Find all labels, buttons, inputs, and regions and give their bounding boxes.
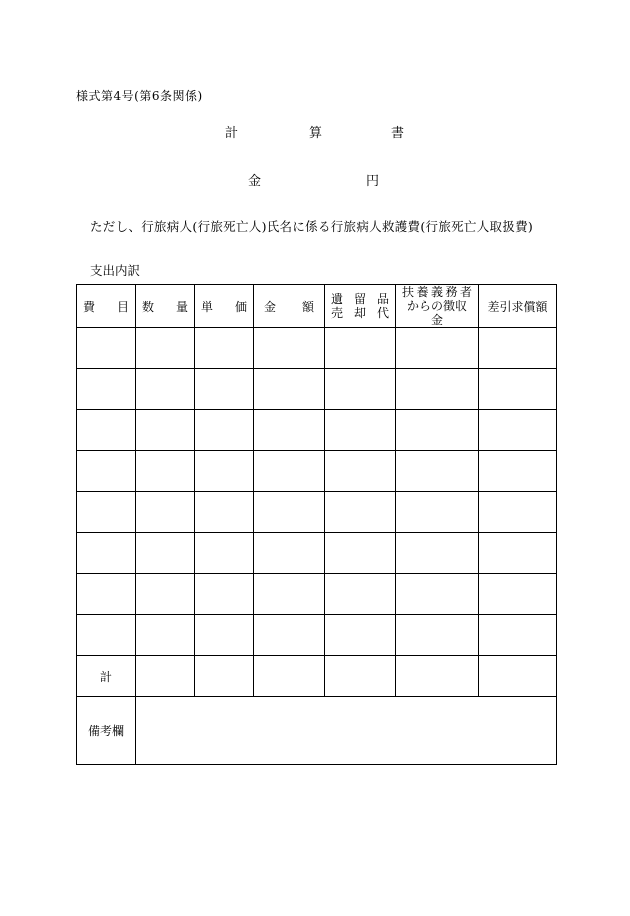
cell[interactable]: [254, 369, 325, 410]
table-row: [77, 410, 557, 451]
cell[interactable]: [479, 533, 557, 574]
amount-suffix: 円: [366, 174, 380, 189]
cell[interactable]: [325, 410, 396, 451]
header-support-collection: 扶 養 義 務 者 からの徴収金: [396, 285, 479, 328]
cell[interactable]: [396, 574, 479, 615]
proviso-text: ただし、行旅病人(行旅死亡人)氏名に係る行旅病人救護費(行旅死亡人取扱費): [90, 219, 534, 234]
cell[interactable]: [77, 533, 136, 574]
cell[interactable]: [479, 615, 557, 656]
cell[interactable]: [77, 574, 136, 615]
total-row: [77, 656, 557, 697]
cell[interactable]: [136, 615, 195, 656]
cell[interactable]: [479, 410, 557, 451]
cell[interactable]: [77, 492, 136, 533]
breakdown-label: 支出内訳: [90, 263, 141, 278]
cell[interactable]: [77, 451, 136, 492]
cell[interactable]: [136, 533, 195, 574]
cell[interactable]: [479, 656, 557, 697]
header-balance: 差引求償額: [479, 285, 557, 328]
header-quantity: 数 量: [136, 285, 195, 328]
table-header-row: [77, 285, 557, 328]
header-estate-sale: 遺 留 品 売 却 代: [325, 285, 396, 328]
remarks-row: [77, 697, 557, 765]
cell[interactable]: [396, 451, 479, 492]
cell[interactable]: [195, 451, 254, 492]
table-row: [77, 328, 557, 369]
total-label: 計: [77, 656, 136, 697]
cell[interactable]: [396, 615, 479, 656]
header-item: 費 目: [77, 285, 136, 328]
cell[interactable]: [254, 533, 325, 574]
cell[interactable]: [136, 451, 195, 492]
cell[interactable]: [136, 656, 195, 697]
cell[interactable]: [396, 533, 479, 574]
cell[interactable]: [254, 615, 325, 656]
remarks-field[interactable]: [136, 697, 557, 765]
cell[interactable]: [325, 656, 396, 697]
cell[interactable]: [254, 451, 325, 492]
cell[interactable]: [77, 410, 136, 451]
table-row: [77, 451, 557, 492]
cell[interactable]: [195, 492, 254, 533]
cell[interactable]: [77, 615, 136, 656]
table-row: [77, 574, 557, 615]
cell[interactable]: [325, 492, 396, 533]
cell[interactable]: [325, 328, 396, 369]
cell[interactable]: [479, 369, 557, 410]
table-row: [77, 492, 557, 533]
cell[interactable]: [396, 656, 479, 697]
header-unit-price: 単 価: [195, 285, 254, 328]
cell[interactable]: [195, 574, 254, 615]
table-row: [77, 369, 557, 410]
cell[interactable]: [325, 615, 396, 656]
cell[interactable]: [254, 410, 325, 451]
cell[interactable]: [195, 328, 254, 369]
cell[interactable]: [325, 369, 396, 410]
title-char-2: 算: [309, 126, 323, 141]
title-char-3: 書: [391, 126, 405, 141]
cell[interactable]: [136, 410, 195, 451]
cell[interactable]: [195, 615, 254, 656]
cell[interactable]: [325, 533, 396, 574]
cell[interactable]: [254, 656, 325, 697]
cell[interactable]: [479, 492, 557, 533]
cell[interactable]: [136, 574, 195, 615]
expense-table: [76, 284, 557, 765]
cell[interactable]: [396, 492, 479, 533]
cell[interactable]: [254, 492, 325, 533]
cell[interactable]: [195, 369, 254, 410]
cell[interactable]: [325, 451, 396, 492]
table-row: [77, 615, 557, 656]
cell[interactable]: [479, 574, 557, 615]
cell[interactable]: [136, 328, 195, 369]
cell[interactable]: [195, 656, 254, 697]
table-row: [77, 533, 557, 574]
cell[interactable]: [195, 410, 254, 451]
cell[interactable]: [254, 328, 325, 369]
header-amount: 金 額: [254, 285, 325, 328]
cell[interactable]: [77, 369, 136, 410]
cell[interactable]: [77, 328, 136, 369]
cell[interactable]: [479, 328, 557, 369]
cell[interactable]: [396, 328, 479, 369]
title-char-1: 計: [225, 126, 239, 141]
cell[interactable]: [396, 369, 479, 410]
cell[interactable]: [479, 451, 557, 492]
amount-prefix: 金: [248, 174, 262, 189]
cell[interactable]: [325, 574, 396, 615]
remarks-label: 備考欄: [77, 697, 136, 765]
cell[interactable]: [136, 369, 195, 410]
cell[interactable]: [136, 492, 195, 533]
cell[interactable]: [254, 574, 325, 615]
cell[interactable]: [195, 533, 254, 574]
cell[interactable]: [396, 410, 479, 451]
form-number: 様式第4号(第6条関係): [76, 89, 203, 103]
